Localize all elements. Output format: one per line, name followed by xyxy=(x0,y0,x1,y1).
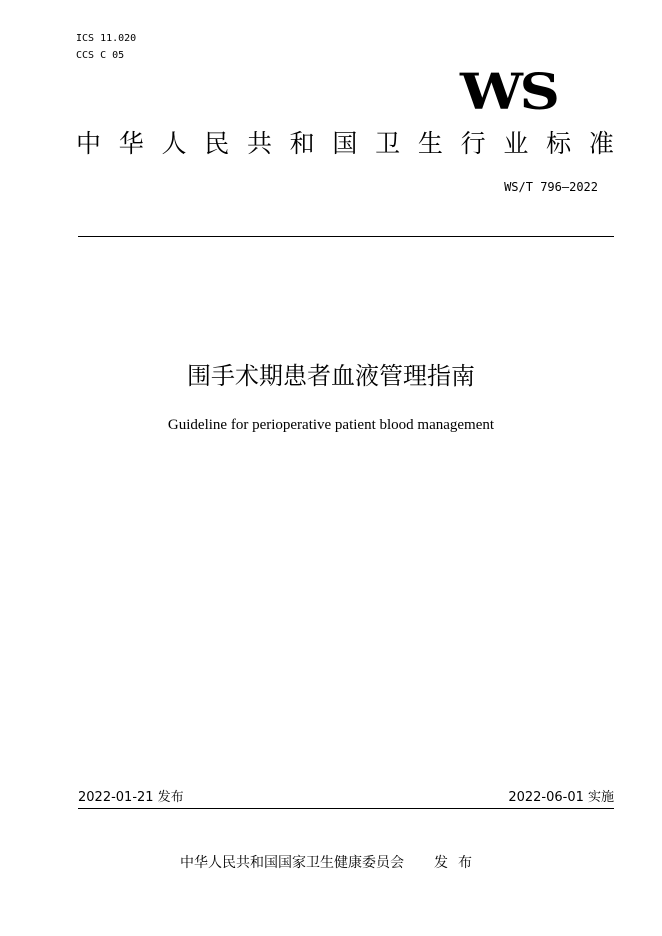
ics-value: 11.020 xyxy=(100,33,137,44)
ccs-label: CCS xyxy=(76,50,95,61)
category-char: 业 xyxy=(503,129,529,158)
category-char: 中 xyxy=(76,129,102,158)
standard-category-title xyxy=(76,128,614,160)
category-char: 共 xyxy=(246,129,272,158)
category-char: 国 xyxy=(332,129,358,158)
ccs-value: C 05 xyxy=(100,50,125,61)
category-char: 华 xyxy=(118,129,144,158)
ws-logo: WS xyxy=(460,62,557,121)
ics-label: ICS xyxy=(76,33,95,44)
ccs-code xyxy=(76,50,124,62)
implement-date: 2022-06-01 实施 xyxy=(508,790,614,805)
document-title-chinese: 围手术期患者血液管理指南 xyxy=(187,362,475,390)
footer-divider xyxy=(78,808,614,809)
issue-action: 发布 xyxy=(434,855,482,871)
category-char: 和 xyxy=(289,129,315,158)
category-char: 标 xyxy=(546,129,572,158)
category-char: 生 xyxy=(417,129,443,158)
standard-number: WS/T 796—2022 xyxy=(504,180,598,194)
category-char: 民 xyxy=(204,129,230,158)
publish-date: 2022-01-21 发布 xyxy=(78,790,184,805)
issuer-line xyxy=(0,853,662,873)
issuer-name: 中华人民共和国国家卫生健康委员会 xyxy=(180,855,404,871)
category-char: 人 xyxy=(161,129,187,158)
header-divider xyxy=(78,236,614,237)
document-title-english: Guideline for perioperative patient blood management xyxy=(167,417,495,433)
category-char: 卫 xyxy=(375,129,401,158)
category-char: 行 xyxy=(460,129,486,158)
category-char: 准 xyxy=(588,129,614,158)
ics-code xyxy=(76,33,136,45)
